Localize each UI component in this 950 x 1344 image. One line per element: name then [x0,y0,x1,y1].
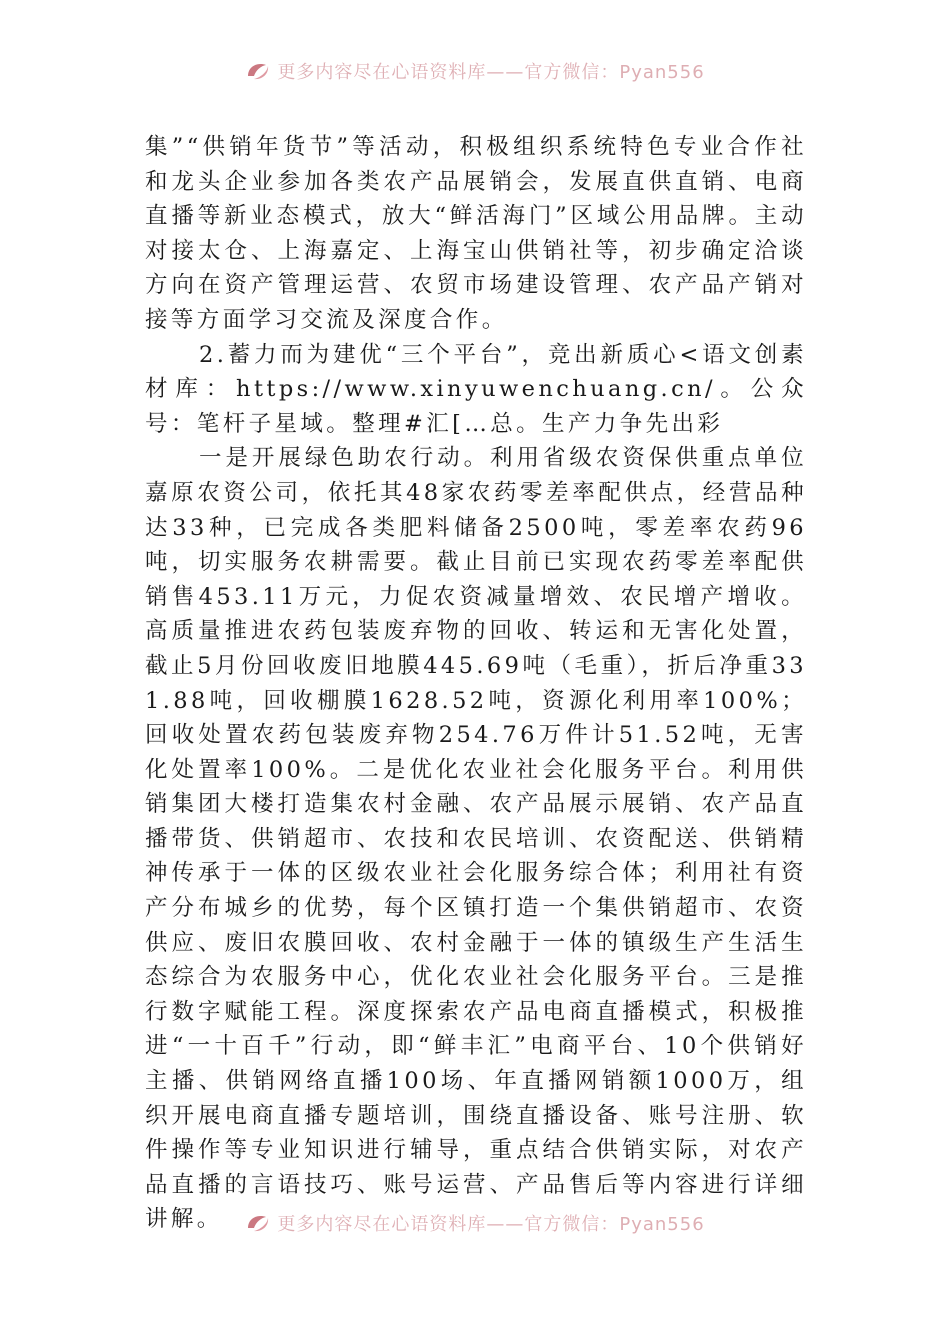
footer-watermark [0,1208,950,1238]
watermark-logo-icon [245,1212,271,1234]
header-watermark [0,56,950,86]
paragraph-2: 2.蓄力而为建优“三个平台”，竞出新质心<语文创素材库：https://www.xinyuwenchuang.cn/。公众号：笔杆子星域。整理#汇[…总。生产力争先出彩 [145,341,807,437]
paragraph-1: 集”“供销年货节”等活动，积极组织系统特色专业合作社和龙头企业参加各类农产品展销会，发展直供直销、电商直播等新业态模式，放大“鲜活海门”区域公用品牌。主动对接太仓、上海嘉定、上海宝山供销社等，初步确定洽谈方向在资产管理运营、农贸市场建设管理、农产品产销对接等方面学习交流及深度合作。 [145,134,807,333]
watermark-logo-icon [245,60,271,82]
watermark-text: 更多内容尽在心语资料库——官方微信：Pyan556 [277,1214,705,1235]
watermark-text: 更多内容尽在心语资料库——官方微信：Pyan556 [277,62,705,83]
document-body [145,130,807,1237]
paragraph-3: 一是开展绿色助农行动。利用省级农资保供重点单位嘉原农资公司，依托其48家农药零差率配供点，经营品种达33种，已完成各类肥料储备2500吨，零差率农药96吨，切实服务农耕需要。截止目前已实现农药零差率配供销售453.11万元，力促农资减量增效、农民增产增收。高质量推进农药包装废弃物的回收、转运和无害化处置，截止5月份回收废旧地膜445.69吨（毛重），折后净重331.88吨，回收棚膜1628.52吨，资源化利用率100%；回收处置农药包装废弃物254.76万件计51.52吨，无害化处置率100%。二是优化农业社会化服务平台。利用供销集团大楼打造集农村金融、农产品展示展销、农产品直播带货、供销超市、农技和农民培训、农资配送、供销精神传承于一体的区级农业社会化服务综合体；利用社有资产分布城乡的优势，每个区镇打造一个集供销超市、农资供应、废旧农膜回收、农村金融于一体的镇级生产生活生态综合为农服务中心，优化农业社会化服务平台。三是推行数字赋能工程。深度探索农产品电商直播模式，积极推进“一十百千”行动，即“鲜丰汇”电商平台、10个供销好主播、供销网络直播100场、年直播网销额1000万，组织开展电商直播专题培训，围绕直播设备、账号注册、软件操作等专业知识进行辅导，重点结合供销实际，对农产品直播的言语技巧、账号运营、产品售后等内容进行详细讲解。 [145,445,807,1233]
